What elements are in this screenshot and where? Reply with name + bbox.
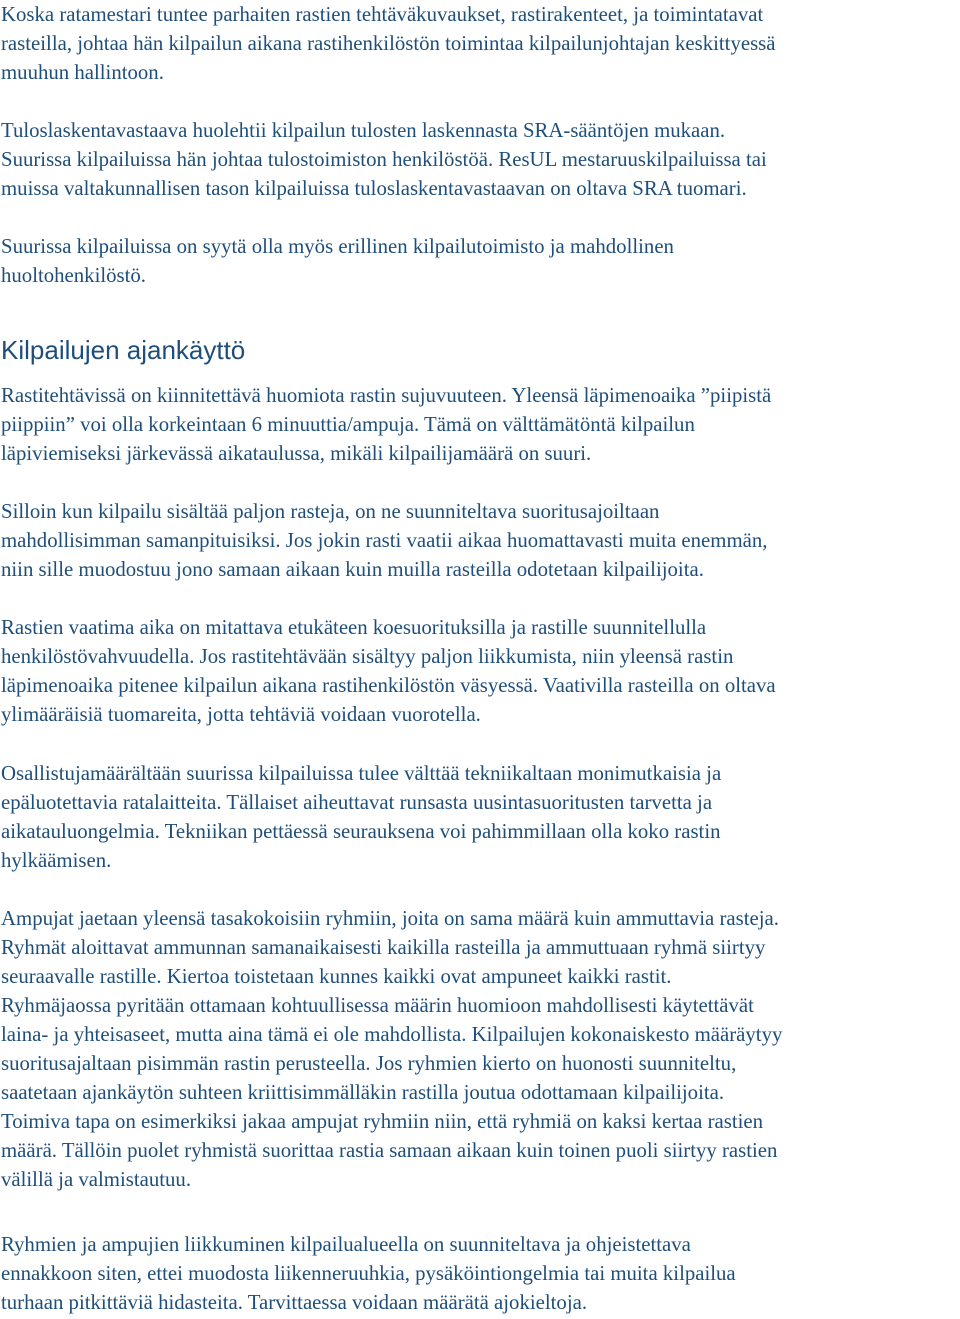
paragraph-sujuvuus <box>1 381 771 468</box>
text-line: ennakkoon siten, ettei muodosta liikenneruuhkia, pysäköintiongelmia tai muita kilpailua <box>1 1262 736 1285</box>
text-line: turhaan pitkittäviä hidasteita. Tarvittaessa voidaan määrätä ajokieltoja. <box>1 1291 588 1314</box>
text-line: hylkäämisen. <box>1 849 112 872</box>
text-line: huoltohenkilöstö. <box>1 264 146 287</box>
text-line: Osallistujamäärältään suurissa kilpailuissa tulee välttää tekniikaltaan monimutkaisia ja <box>1 762 722 785</box>
paragraph-suoritusajat <box>1 497 767 584</box>
text-line: välillä ja valmistautuu. <box>1 1168 192 1191</box>
text-line: Ryhmät aloittavat ammunnan samanaikaisesti kaikilla rasteilla ja ammuttuaan ryhmä siirtyy <box>1 936 766 959</box>
text-line: Suurissa kilpailuissa on syytä olla myös erillinen kilpailutoimisto ja mahdollinen <box>1 235 674 258</box>
text-line: Tuloslaskentavastaava huolehtii kilpailun tulosten laskennasta SRA-sääntöjen mukaan. <box>1 119 726 142</box>
text-line: Rastien vaatima aika on mitattava etukäteen koesuorituksilla ja rastille suunnitellulla <box>1 616 707 639</box>
text-line: aikatauluongelmia. Tekniikan pettäessä seurauksena voi pahimmillaan olla koko rastin <box>1 820 721 843</box>
text-line: muissa valtakunnallisen tason kilpailuissa tuloslaskentavastaavan on oltava SRA tuomari. <box>1 177 747 200</box>
text-line: määrä. Tällöin puolet ryhmistä suorittaa rastia samaan aikaan kuin toinen puoli siirtyy rastien <box>1 1139 778 1162</box>
text-line: Suurissa kilpailuissa hän johtaa tulostoimiston henkilöstöä. ResUL mestaruuskilpailuissa tai <box>1 148 767 171</box>
section-heading: Kilpailujen ajankäyttö <box>1 335 246 365</box>
paragraph-tuloslaskenta <box>1 116 767 203</box>
text-line: ylimääräisiä tuomareita, jotta tehtäviä voidaan vuorotella. <box>1 703 481 726</box>
text-line: niin sille muodostuu jono samaan aikaan kuin muilla rasteilla odotetaan kilpailijoita. <box>1 558 704 581</box>
text-line: Rastitehtävissä on kiinnitettävä huomiota rastin sujuvuuteen. Yleensä läpimenoaika ”piipistä <box>1 384 772 407</box>
text-line: Koska ratamestari tuntee parhaiten rastien tehtäväkuvaukset, rastirakenteet, ja toimintatavat <box>1 3 764 26</box>
text-line: mahdollisimman samanpituisiksi. Jos jokin rasti vaatii aikaa huomattavasti muita enemmän, <box>1 529 768 552</box>
paragraph-ratalaitteet <box>1 759 721 875</box>
text-line: laina- ja yhteisaseet, mutta aina tämä ei ole mahdollista. Kilpailujen kokonaiskesto määräytyy <box>1 1023 783 1046</box>
text-line: muuhun hallintoon. <box>1 61 164 84</box>
text-line: epäluotettavia ratalaitteita. Tällaiset aiheuttavat runsasta uusintasuoritusten tarvetta ja <box>1 791 713 814</box>
text-line: henkilöstövahvuudella. Jos rastitehtävään sisältyy paljon liikkumista, niin yleensä rastin <box>1 645 734 668</box>
text-line: Ryhmäjaossa pyritään ottamaan kohtuullisessa määrin huomioon mahdollisesti käytettävät <box>1 994 754 1017</box>
paragraph-liikkuminen <box>1 1230 736 1317</box>
text-line: piippiin” voi olla korkeintaan 6 minuuttia/ampuja. Tämä on välttämätöntä kilpailun <box>1 413 695 436</box>
paragraph-ryhmajako <box>1 904 782 1194</box>
text-line: Silloin kun kilpailu sisältää paljon rasteja, on ne suunniteltava suoritusajoiltaan <box>1 500 660 523</box>
paragraph-ratamestari <box>1 0 776 87</box>
text-line: rasteilla, johtaa hän kilpailun aikana rastihenkilöstön toimintaa kilpailunjohtajan keskittyessä <box>1 32 776 55</box>
text-line: läpimenoaika pitenee kilpailun aikana rastihenkilöstön väsyessä. Vaativilla rasteilla on oltava <box>1 674 776 697</box>
text-line: Toimiva tapa on esimerkiksi jakaa ampujat ryhmiin niin, että ryhmiä on kaksi kertaa rastien <box>1 1110 764 1133</box>
paragraph-kilpailutoimisto <box>1 232 674 290</box>
text-line: saatetaan ajankäytön suhteen kriittisimmälläkin rastilla joutua odottamaan kilpailijoita. <box>1 1081 725 1104</box>
text-line: suoritusajaltaan pisimmän rastin perusteella. Jos ryhmien kierto on huonosti suunniteltu, <box>1 1052 737 1075</box>
text-line: läpiviemiseksi järkevässä aikataulussa, mikäli kilpailijamäärä on suuri. <box>1 442 592 465</box>
text-line: seuraavalle rastille. Kiertoa toistetaan kunnes kaikki ovat ampuneet kaikki rastit. <box>1 965 672 988</box>
paragraph-koesuoritukset <box>1 613 776 729</box>
text-line: Ryhmien ja ampujien liikkuminen kilpailualueella on suunniteltava ja ohjeistettava <box>1 1233 691 1256</box>
text-line: Ampujat jaetaan yleensä tasakokoisiin ryhmiin, joita on sama määrä kuin ammuttavia rasteja. <box>1 907 779 930</box>
